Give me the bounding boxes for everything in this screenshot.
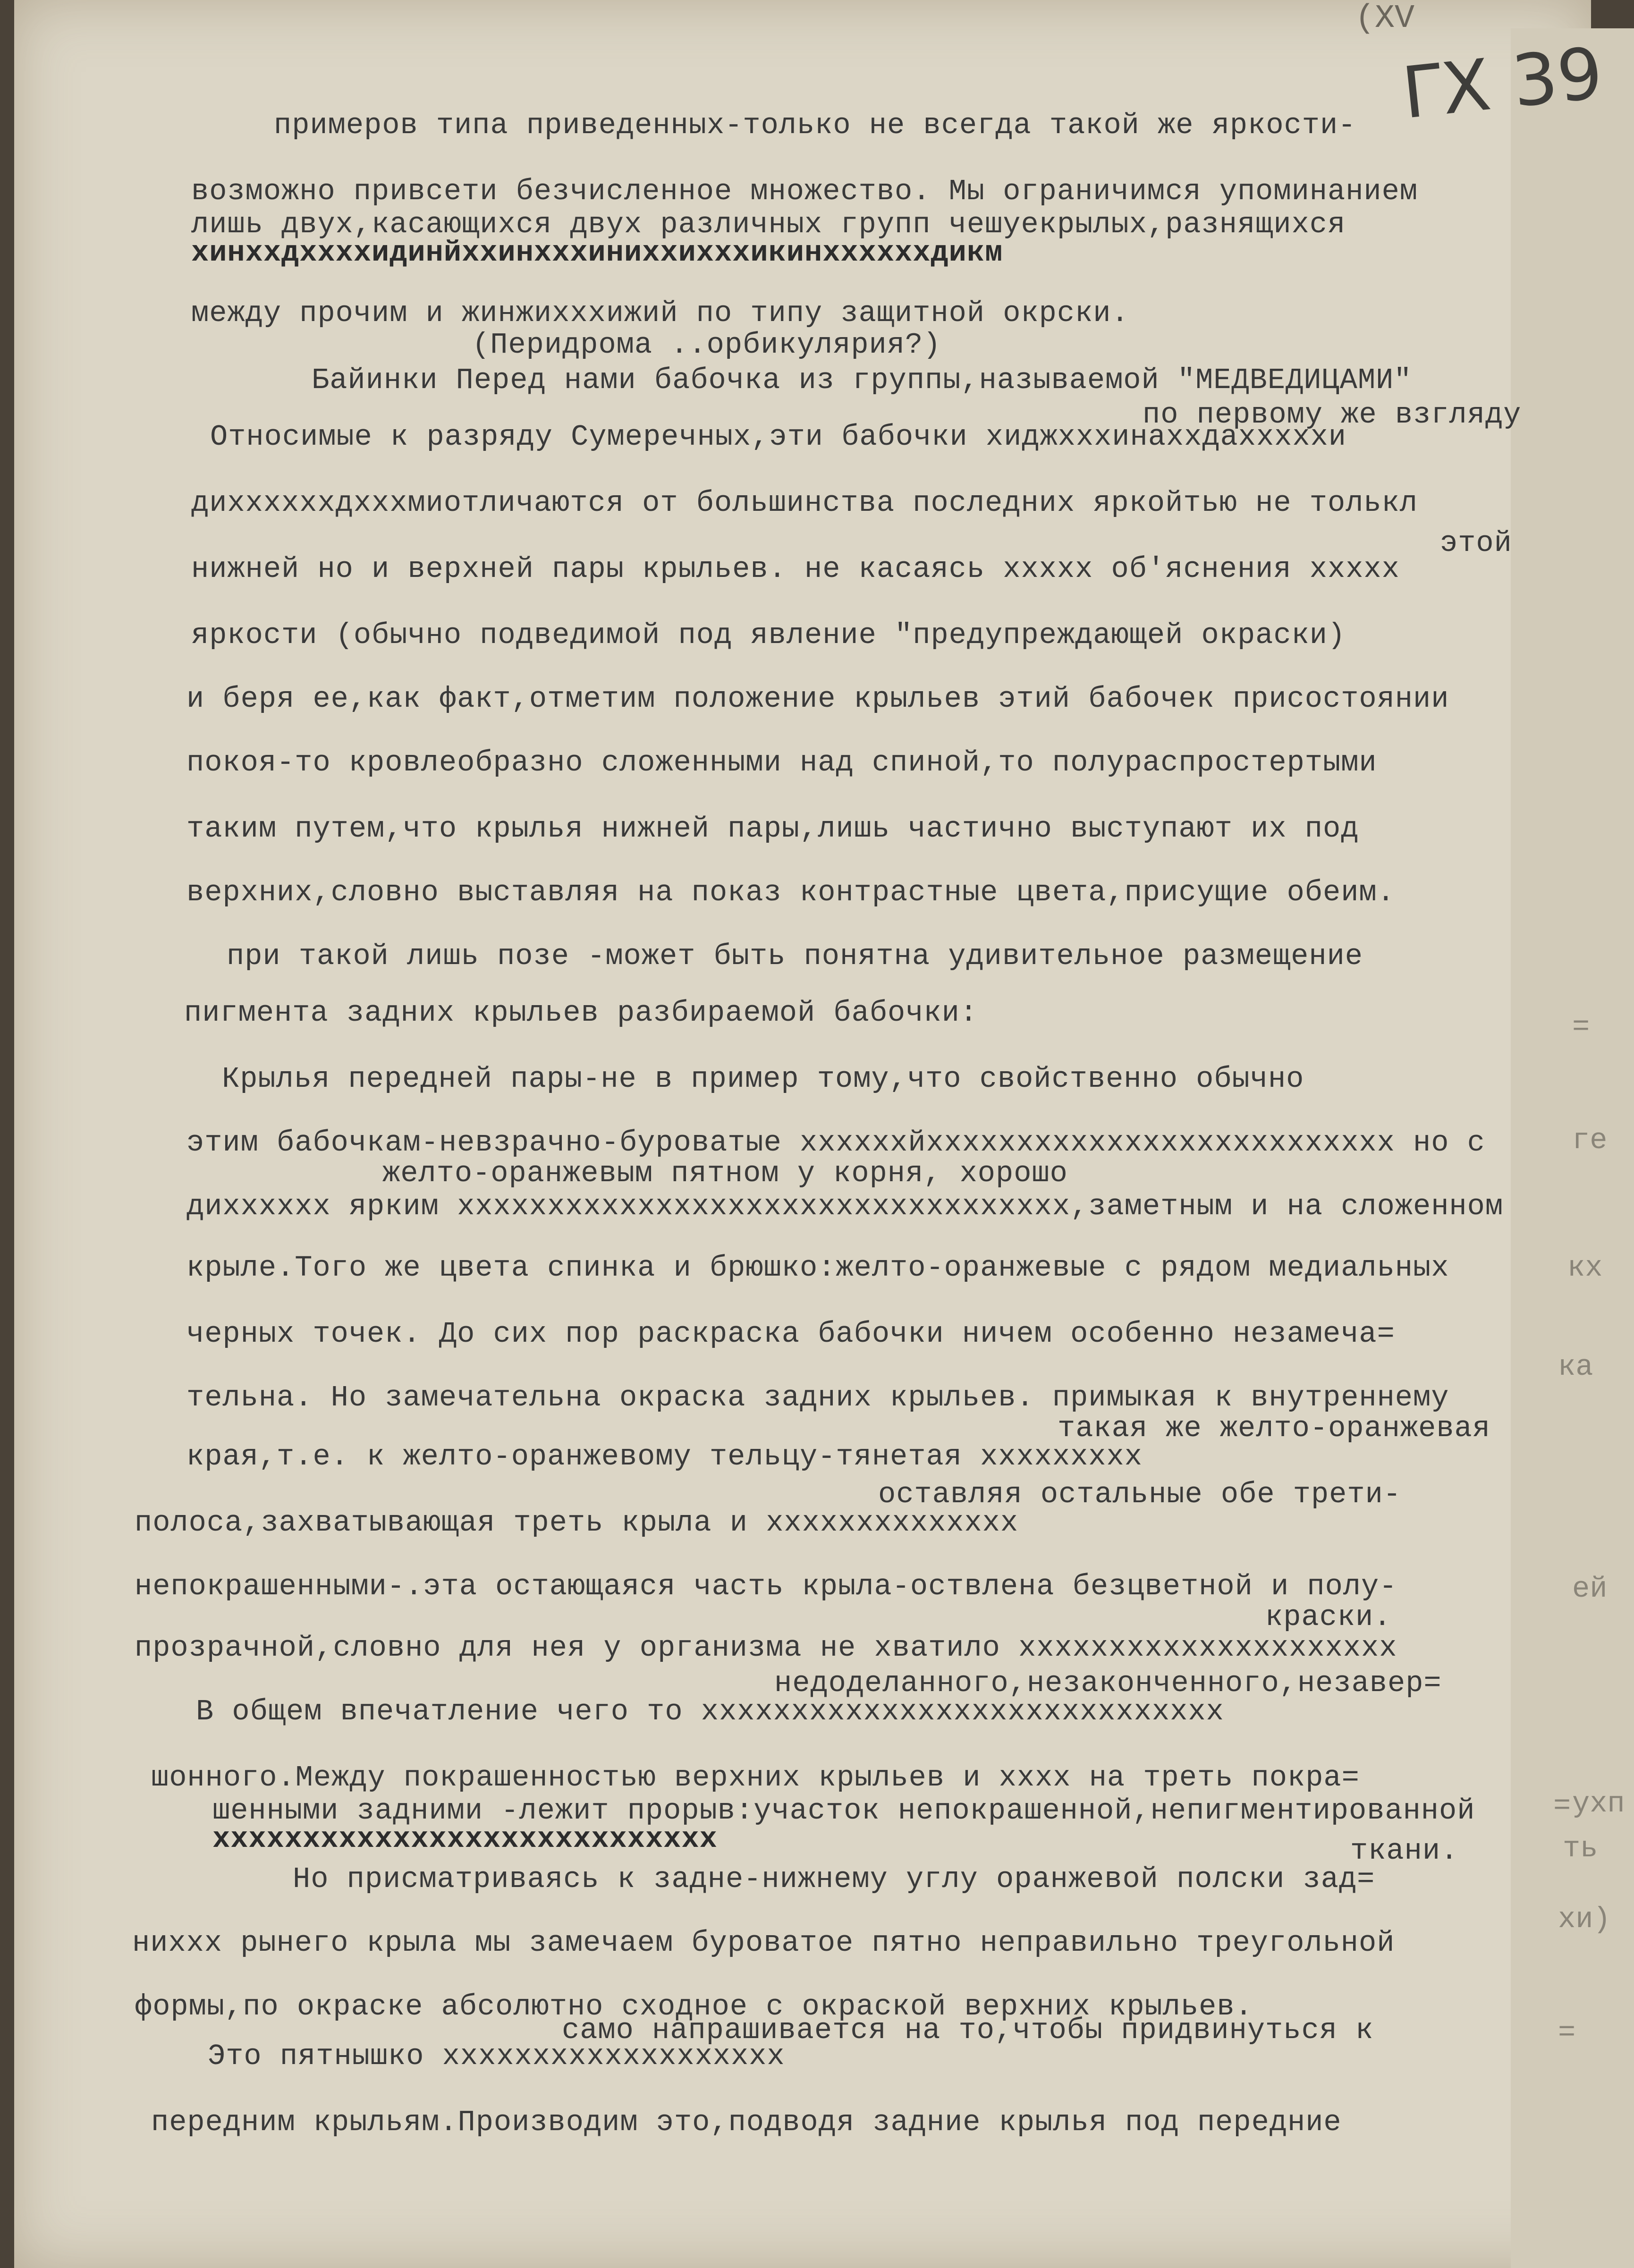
text-line: Байинки Перед нами бабочка из группы,называемой "МЕДВЕДИЦАМИ" bbox=[312, 364, 1412, 397]
text-line: недоделанного,незаконченного,незавер= bbox=[774, 1667, 1442, 1700]
text-line: черных точек. До сих пор раскраска бабочки ничем особенно незамеча= bbox=[186, 1317, 1395, 1351]
text-line: полоса,захватывающая треть крыла и хххххххххххххх bbox=[135, 1506, 1019, 1540]
text-line: передним крыльям.Производим это,подводя задние крылья под передние bbox=[151, 2106, 1342, 2139]
margin-note: ухп bbox=[1572, 1787, 1625, 1820]
text-line: В общем впечатление чего то ххххххххххххххххххххххххххххх bbox=[196, 1695, 1224, 1728]
text-line: пигмента задних крыльев разбираемой бабочки: bbox=[184, 996, 978, 1030]
text-line: таким путем,что крылья нижней пары,лишь частично выступают их под bbox=[186, 812, 1359, 846]
text-line: диххххххдхххмиотличаются от большинства последних яркойтью не толькл bbox=[191, 486, 1418, 520]
text-line: тельна. Но замечательна окраска задних крыльев. примыкая к внутреннему bbox=[186, 1381, 1449, 1414]
margin-note: ть bbox=[1563, 1832, 1598, 1865]
text-line: этим бабочкам-невзрачно-буроватые ххххххйхххххххххххххххххххххххххх но с bbox=[186, 1126, 1485, 1159]
text-line: покоя-то кровлеобразно сложенными над спиной,то полураспростертыми bbox=[186, 746, 1377, 779]
text-line: ткани. bbox=[1350, 1834, 1459, 1868]
text-line: прозрачной,словно для нея у организма не хватило ххххххххххххххххххххх bbox=[135, 1631, 1397, 1665]
text-line: яркости (обычно подведимой под явление "предупреждающей окраски) bbox=[191, 618, 1346, 652]
text-line: ниххх рынего крыла мы замечаем буроватое пятно неправильно треугольной bbox=[132, 1926, 1395, 1960]
page-number: ΓX 39 bbox=[1398, 32, 1607, 135]
text-line: крыле.Того же цвета спинка и брюшко:желто-оранжевые с рядом медиальных bbox=[186, 1251, 1449, 1285]
text-line: непокрашенными-.эта остающаяся часть крыла-оствлена безцветной и полу- bbox=[135, 1570, 1397, 1603]
margin-note: = bbox=[1558, 2016, 1576, 2049]
text-line: краски. bbox=[1265, 1600, 1392, 1634]
margin-note: ей bbox=[1572, 1572, 1608, 1606]
text-line: само напрашивается на то,чтобы придвинуться к bbox=[562, 2014, 1374, 2047]
text-line: (Перидрома ..орбикулярия?) bbox=[472, 328, 941, 362]
text-line: нижней но и верхней пары крыльев. не касаясь ххххх об'яснения ххххх bbox=[191, 552, 1400, 586]
text-line: лишь двух,касающихся двух различных групп чешуекрылых,разнящихся bbox=[191, 208, 1346, 241]
text-line: Это пятнышко ххххххххххххххххххх bbox=[208, 2040, 785, 2073]
text-line: Относимые к разряду Сумеречных,эти бабочки хиджхххинаххдахххххи bbox=[210, 420, 1346, 454]
text-line: по первому же взгляду bbox=[1143, 398, 1522, 432]
text-line: Крылья передней пары-не в пример тому,что свойственно обычно bbox=[222, 1062, 1304, 1096]
margin-note: кх bbox=[1567, 1251, 1603, 1285]
text-line: дихххххх ярким хххххххххххххххххххххххххххххххххх,заметным и на сложенном bbox=[186, 1190, 1504, 1223]
text-line: шонного.Между покрашенностью верхних крыльев и хххх на треть покра= bbox=[151, 1761, 1360, 1794]
text-line: оставляя остальные обе трети- bbox=[878, 1478, 1401, 1511]
text-line: при такой лишь позе -может быть понятна удивительное размещение bbox=[227, 939, 1363, 973]
top-archive-note: (XV bbox=[1355, 0, 1415, 37]
text-line: между прочим и жинжихххижий по типу защитной окрски. bbox=[191, 296, 1129, 330]
text-line: такая же желто-оранжевая bbox=[1058, 1412, 1490, 1445]
text-line: примеров типа приведенных-только не всегда такой же яркости- bbox=[274, 109, 1356, 142]
text-line: этой bbox=[1440, 526, 1512, 560]
margin-note: ка bbox=[1558, 1350, 1593, 1384]
text-line: возможно привсети безчисленное множество. Мы ограничимся упоминанием bbox=[191, 175, 1418, 208]
struck-line: хххххххххххххххххххххххххххх bbox=[212, 1822, 718, 1856]
margin-note: ге bbox=[1572, 1124, 1608, 1157]
text-line: края,т.е. к желто-оранжевому тельцу-тянетая ххххххххх bbox=[186, 1440, 1143, 1473]
margin-note: хи) bbox=[1558, 1903, 1611, 1936]
text-line: верхних,словно выставляя на показ контрастные цвета,присущие обеим. bbox=[186, 876, 1395, 909]
text-line: желто-оранжевым пятном у корня, хорошо bbox=[382, 1157, 1068, 1190]
margin-note: = bbox=[1572, 1010, 1590, 1044]
margin-note: = bbox=[1553, 1789, 1571, 1823]
text-line: шенными задними -лежит прорыв:участок непокрашенной,непигментированной bbox=[212, 1794, 1475, 1828]
text-line: формы,по окраске абсолютно сходное с окраской верхних крыльев. bbox=[135, 1990, 1253, 2023]
text-line: Но присматриваясь к задне-нижнему углу оранжевой полски зад= bbox=[293, 1862, 1375, 1896]
struck-line: хинххдххххидинйххинхххиниххихххикинххххххдикм bbox=[191, 236, 1003, 270]
text-line: и беря ее,как факт,отметим положение крыльев этий бабочек присостоянии bbox=[186, 682, 1449, 716]
